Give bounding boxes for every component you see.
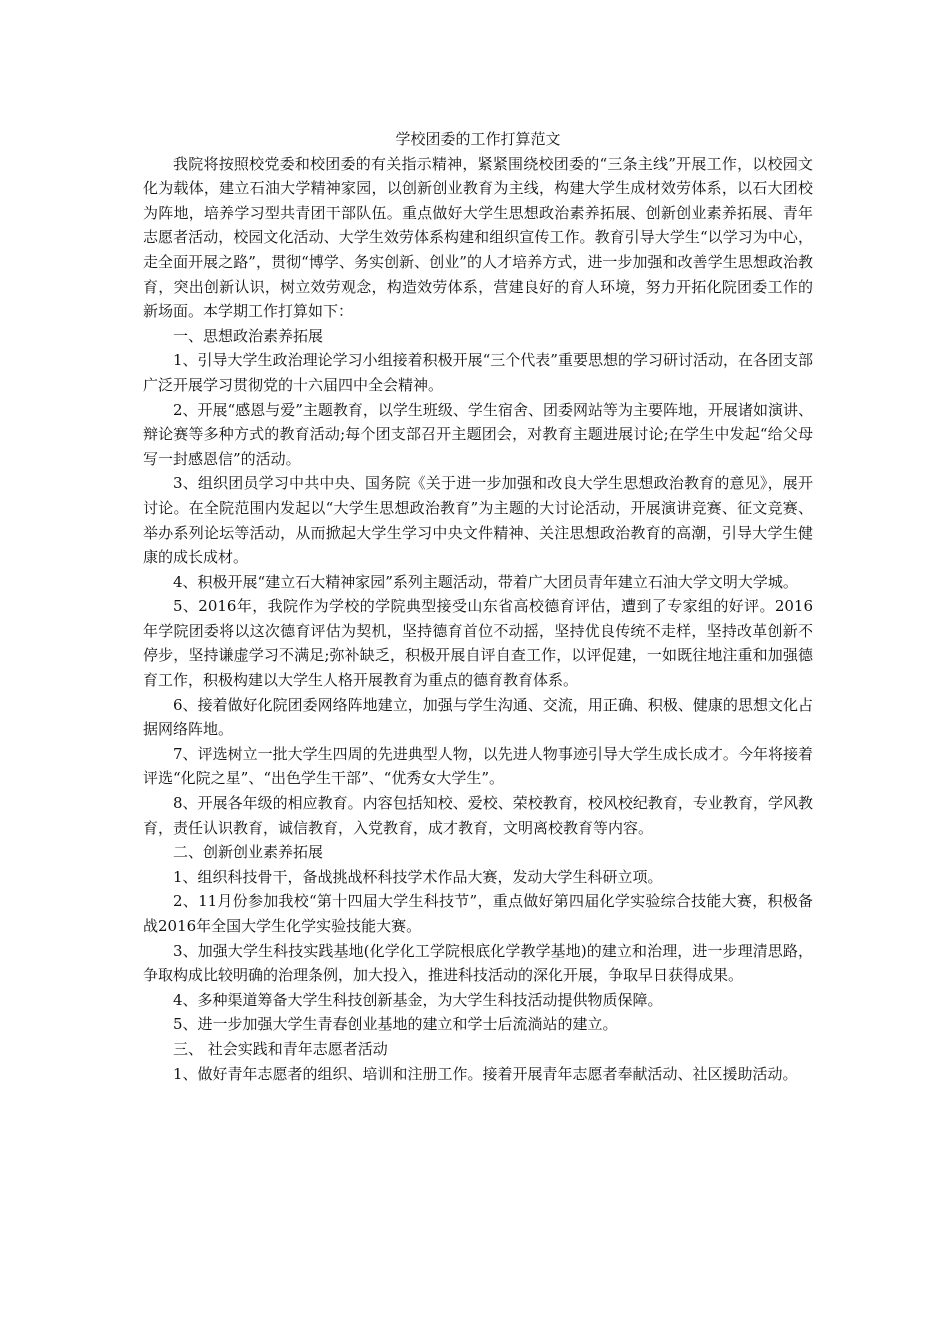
paragraph: 7、评选树立一批大学生四周的先进典型人物，以先进人物事迹引导大学生成长成才。今年将接着评选“化院之星”、“出色学生干部”、“优秀女大学生”。: [143, 744, 813, 788]
paragraph: 3、加强大学生科技实践基地(化学化工学院根底化学教学基地)的建立和治理，进一步理清思路，争取构成比较明确的治理条例，加大投入，推进科技活动的深化开展，争取早日获得成果。: [143, 941, 813, 985]
intro-paragraph: 我院将按照校党委和校团委的有关指示精神，紧紧围绕校团委的“三条主线”开展工作，以校园文化为载体，建立石油大学精神家园，以创新创业教育为主线，构建大学生成材效劳体系，以石大团校为阵地，培养学习型共青团干部队伍。重点做好大学生思想政治素养拓展、创新创业素养拓展、青年志愿者活动，校园文化活动、大学生效劳体系构建和组织宣传工作。教育引导大学生“以学习为中心，走全面开展之路”，贯彻“博学、务实创新、创业”的人才培养方式，进一步加强和改善学生思想政治教育，突出创新认识，树立效劳观念，构造效劳体系，营建良好的育人环境，努力开拓化院团委工作的新场面。本学期工作打算如下：: [143, 154, 813, 321]
paragraph: 5、进一步加强大学生青春创业基地的建立和学士后流淌站的建立。: [173, 1015, 618, 1034]
paragraph: 6、接着做好化院团委网络阵地建立，加强与学生沟通、交流，用正确、积极、健康的思想文化占据网络阵地。: [143, 695, 813, 739]
paragraph: 2、开展“感恩与爱”主题教育，以学生班级、学生宿舍、团委网站等为主要阵地，开展诸如演讲、辩论赛等多种方式的教育活动;每个团支部召开主题团会，对教育主题进展讨论;在学生中发起“给父母写一封感恩信”的活动。: [143, 400, 813, 468]
paragraph: 8、开展各年级的相应教育。内容包括知校、爱校、荣校教育，校风校纪教育，专业教育，学风教育，责任认识教育，诚信教育，入党教育，成才教育，文明离校教育等内容。: [143, 794, 813, 837]
document-page: [143, 127, 813, 1086]
paragraph: 2、11月份参加我校“第十四届大学生科技节”，重点做好第四届化学实验综合技能大赛，积极备战2016年全国大学生化学实验技能大赛。: [143, 892, 813, 935]
section-heading: 二、创新创业素养拓展: [173, 843, 324, 862]
paragraph: 3、组织团员学习中共中央、国务院《关于进一步加强和改良大学生思想政治教育的意见》，展开讨论。在全院范围内发起以“大学生思想政治教育”为主题的大讨论活动，开展演讲竞赛、征文竞赛、举办系列论坛等活动，从而掀起大学生学习中央文件精神、关注思想政治教育的高潮，引导大学生健康的成长成材。: [143, 474, 813, 567]
paragraph: 4、积极开展“建立石大精神家园”系列主题活动，带着广大团员青年建立石油大学文明大学城。: [173, 572, 798, 591]
paragraph: 1、组织科技骨干，备战挑战杯科技学术作品大赛，发动大学生科研立项。: [173, 867, 663, 886]
section-heading: 一、思想政治素养拓展: [173, 326, 324, 345]
paragraph: 1、引导大学生政治理论学习小组接着积极开展“三个代表”重要思想的学习研讨活动，在各团支部广泛开展学习贯彻党的十六届四中全会精神。: [143, 351, 813, 394]
document-title: 学校团委的工作打算范文: [395, 130, 561, 148]
paragraph: 4、多种渠道筹备大学生科技创新基金，为大学生科技活动提供物质保障。: [173, 990, 663, 1009]
paragraph: 1、做好青年志愿者的组织、培训和注册工作。接着开展青年志愿者奉献活动、社区援助活动。: [173, 1064, 798, 1083]
section-heading: 三、 社会实践和青年志愿者活动: [173, 1039, 388, 1058]
paragraph: 5、2016年，我院作为学校的学院典型接受山东省高校德育评估，遭到了专家组的好评。2016年学院团委将以这次德育评估为契机，坚持德育首位不动摇，坚持优良传统不走样，坚持改革创新不停步，坚持谦虚学习不满足;弥补缺乏，积极开展自评自查工作，以评促建，一如既往地注重和加强德育工作，积极构建以大学生人格开展教育为重点的德育教育体系。: [143, 597, 813, 690]
